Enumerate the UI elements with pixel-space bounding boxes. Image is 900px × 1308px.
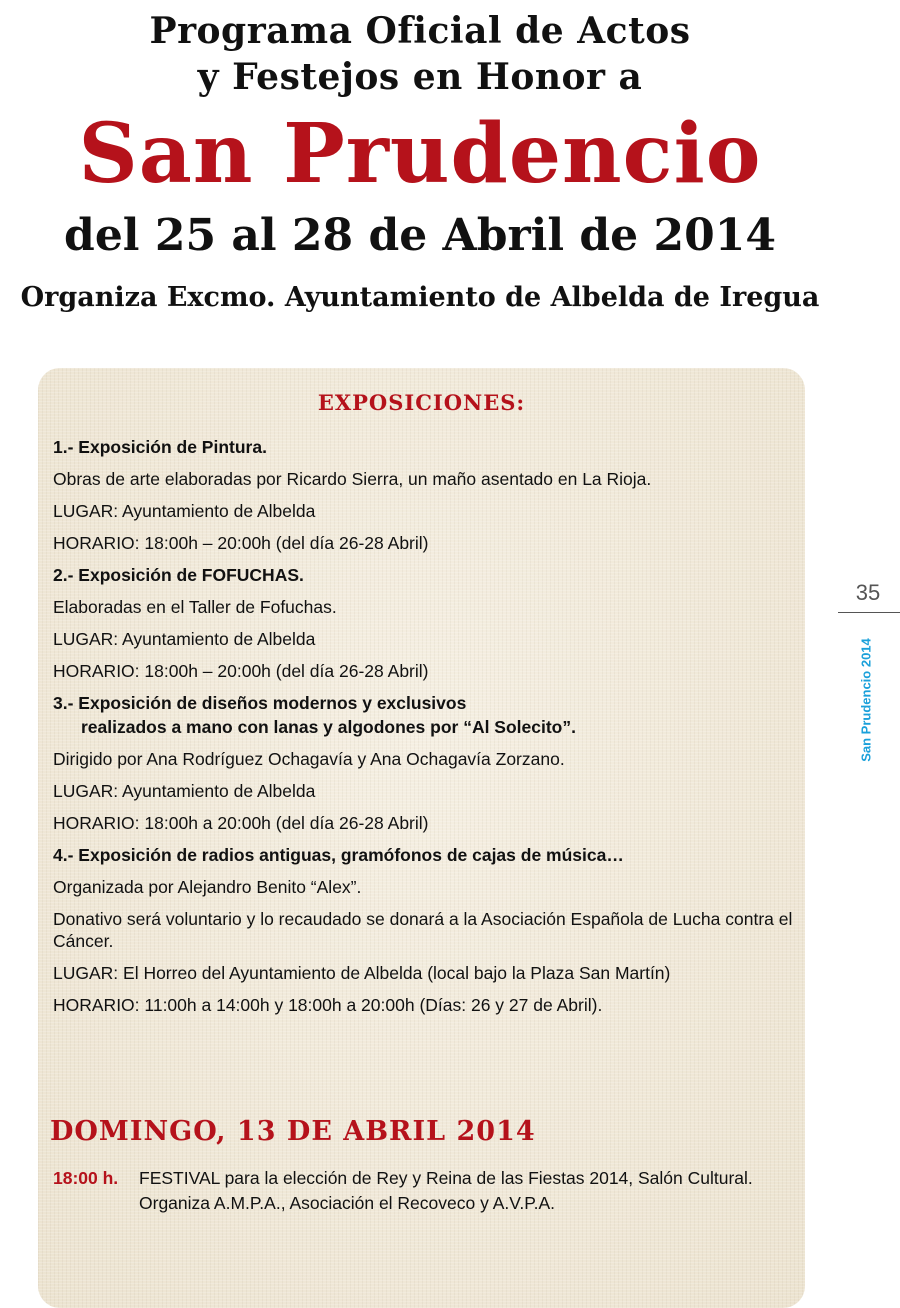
- exposicion-lugar: LUGAR: Ayuntamiento de Albelda: [53, 501, 316, 521]
- event-description: [139, 1166, 798, 1216]
- exposicion-horario: HORARIO: 18:00h – 20:00h (del día 26-28 Abril): [53, 661, 429, 681]
- sidebar-divider: [838, 612, 900, 613]
- exposicion-horario: HORARIO: 11:00h a 14:00h y 18:00h a 20:00h (Días: 26 y 27 de Abril).: [53, 995, 603, 1015]
- exposicion-detail: Organizada por Alejandro Benito “Alex”.: [53, 877, 362, 897]
- publication-label: San Prudencio 2014: [858, 638, 874, 762]
- exposicion-item-3: [53, 692, 798, 834]
- header-line-1: Programa Oficial de Actos: [149, 10, 691, 52]
- organizer-line: Organiza Excmo. Ayuntamiento de Albelda de Iregua: [20, 282, 820, 313]
- festival-dates: del 25 al 28 de Abril de 2014: [64, 210, 776, 261]
- day-heading: DOMINGO, 13 DE ABRIL 2014: [50, 1116, 536, 1147]
- exposiciones-heading: EXPOSICIONES:: [317, 390, 526, 415]
- exposicion-lugar: LUGAR: El Horreo del Ayuntamiento de Albelda (local bajo la Plaza San Martín): [53, 963, 671, 983]
- exposicion-item-4: [53, 844, 798, 1016]
- event-time: 18:00 h.: [53, 1168, 119, 1188]
- header-line-2: y Festejos en Honor a: [197, 56, 643, 98]
- exposicion-item-1: [53, 436, 798, 554]
- exposicion-detail: Obras de arte elaboradas por Ricardo Sierra, un maño asentado en La Rioja.: [53, 469, 652, 489]
- exposicion-title: 2.- Exposición de FOFUCHAS.: [53, 565, 304, 585]
- page-title: San Prudencio: [78, 106, 762, 202]
- exposicion-item-2: [53, 564, 798, 682]
- event-row: [53, 1166, 798, 1216]
- program-panel: [38, 368, 805, 1308]
- exposiciones-list: [53, 436, 798, 1026]
- program-header: [0, 0, 840, 316]
- exposicion-horario: HORARIO: 18:00h – 20:00h (del día 26-28 Abril): [53, 533, 429, 553]
- exposicion-subtitle: realizados a mano con lanas y algodones por “Al Solecito”.: [81, 717, 576, 737]
- event-line-2: Organiza A.M.P.A., Asociación el Recoveco y A.V.P.A.: [139, 1193, 556, 1213]
- exposicion-detail: Dirigido por Ana Rodríguez Ochagavía y Ana Ochagavía Zorzano.: [53, 749, 565, 769]
- page-number: 35: [855, 580, 881, 605]
- exposicion-lugar: LUGAR: Ayuntamiento de Albelda: [53, 781, 316, 801]
- exposicion-horario: HORARIO: 18:00h a 20:00h (del día 26-28 Abril): [53, 813, 429, 833]
- exposicion-lugar: LUGAR: Ayuntamiento de Albelda: [53, 629, 316, 649]
- exposicion-detail: Elaboradas en el Taller de Fofuchas.: [53, 597, 337, 617]
- exposicion-donativo: Donativo será voluntario y lo recaudado se donará a la Asociación Española de Lucha contra el Cáncer.: [53, 909, 793, 951]
- exposicion-title: 4.- Exposición de radios antiguas, gramófonos de cajas de música…: [53, 845, 624, 865]
- event-line-1: FESTIVAL para la elección de Rey y Reina de las Fiestas 2014, Salón Cultural.: [139, 1168, 753, 1188]
- exposicion-title: 1.- Exposición de Pintura.: [53, 437, 267, 457]
- exposicion-title: 3.- Exposición de diseños modernos y exclusivos: [53, 693, 467, 713]
